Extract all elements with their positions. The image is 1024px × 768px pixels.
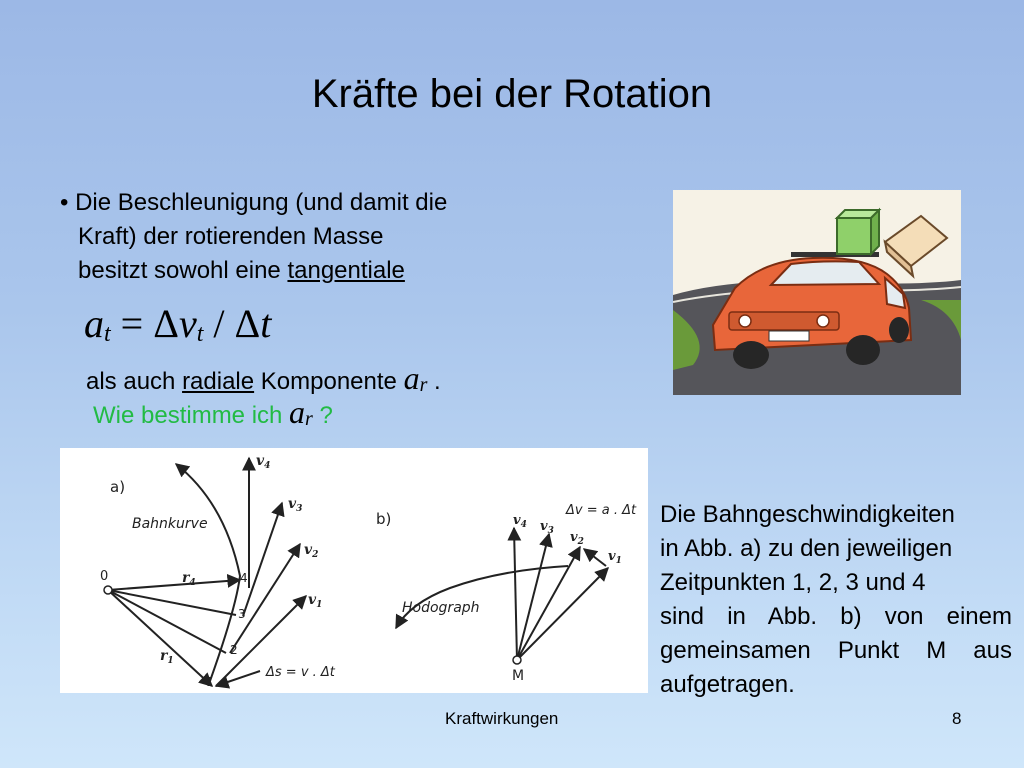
formula-delta-1: Δ (153, 301, 179, 346)
origin-label: 0 (100, 569, 109, 584)
radial-prefix: als auch (86, 368, 183, 395)
radial-ar-symbol: $a_r$ (403, 360, 428, 396)
question-line (93, 394, 333, 431)
v4-label-b: $v_4$ (513, 513, 527, 530)
description-line-4: sind in Abb. b) von einem (660, 603, 1012, 630)
formula-delta-2: Δ (234, 301, 261, 346)
panel-a-label: a) (110, 478, 126, 496)
radius-r3-line (108, 590, 236, 615)
origin-point (104, 586, 112, 594)
m-point (513, 656, 521, 664)
bullet-line-3-prefix: besitzt sowohl eine (78, 257, 288, 284)
page-number: 8 (952, 709, 962, 728)
radial-end: . (434, 368, 441, 395)
velocity-diagram-figure (60, 448, 648, 693)
question-ar-symbol: $a_r$ (289, 394, 313, 430)
v4-label-a: $v_4$ (256, 453, 271, 471)
v2-label-b: $v_2$ (570, 530, 584, 547)
arrow-v4-panel-b (514, 528, 517, 660)
arrow-v1-panel-b (517, 568, 608, 660)
radial-term: radiale (182, 368, 255, 395)
arrow-delta-v (584, 549, 606, 566)
point-4-label: 4 (240, 571, 248, 585)
question-mark: ? (319, 402, 333, 429)
radial-suffix: Komponente (254, 368, 397, 395)
r4-label: $r_4$ (182, 570, 196, 588)
bahnkurve-label: Bahnkurve (132, 516, 208, 532)
delta-v-label: Δv = a . Δt (566, 503, 637, 518)
description-line-2: in Abb. a) zu den jeweiligen (660, 535, 953, 562)
hodograph-arc (396, 566, 568, 628)
car-drawing (673, 190, 961, 395)
formula-v-subscript: t (196, 321, 204, 347)
bullet-line-2: Kraft) der rotierenden Masse (78, 223, 384, 250)
hodograph-label: Hodograph (402, 600, 480, 616)
velocity-diagram (60, 448, 648, 693)
description-line-1: Die Bahngeschwindigkeiten (660, 501, 955, 528)
bullet-line-1: • Die Beschleunigung (und damit die (60, 189, 448, 216)
question-text: Wie bestimme ich (93, 402, 283, 429)
point-3-label: 3 (238, 607, 246, 621)
description-line-6: aufgetragen. (660, 671, 795, 698)
arrow-v3-panel-b (517, 534, 549, 660)
point-2-label: 2 (230, 643, 238, 657)
bullet-line-3 (60, 254, 447, 288)
formula-a-subscript: t (104, 321, 111, 347)
description-text (660, 498, 1012, 702)
m-label: M (512, 668, 525, 684)
description-line-3: Zeitpunkten 1, 2, 3 und 4 (660, 569, 926, 596)
delta-s-label: Δs = v . Δt (266, 665, 335, 680)
panel-b-label: b) (376, 510, 392, 528)
formula-equals: = (120, 301, 144, 346)
car-illustration (673, 190, 961, 395)
formula-v: v (178, 301, 197, 346)
radius-r4-line (108, 580, 240, 590)
formula-t: t (260, 301, 272, 346)
point-1-label: 1 (206, 675, 214, 689)
bullet-text (60, 186, 447, 288)
arrow-v2-panel-b (517, 547, 580, 660)
v3-label-b: $v_3$ (540, 519, 554, 536)
v2-label-a: $v_2$ (304, 542, 319, 560)
formula-slash: / (213, 301, 225, 346)
radial-component-line (86, 360, 441, 397)
description-line-5: gemeinsamen Punkt M aus (660, 637, 1012, 664)
tangential-term: tangentiale (287, 257, 405, 284)
footer-text: Kraftwirkungen (445, 709, 559, 728)
v1-label-b: $v_1$ (608, 549, 622, 566)
v1-label-a: $v_1$ (308, 592, 323, 610)
v3-label-a: $v_3$ (288, 496, 303, 514)
slide-title: Kräfte bei der Rotation (311, 72, 713, 116)
r1-label: $r_1$ (160, 648, 174, 666)
tangential-acceleration-formula (84, 300, 271, 348)
formula-a: a (84, 301, 104, 346)
